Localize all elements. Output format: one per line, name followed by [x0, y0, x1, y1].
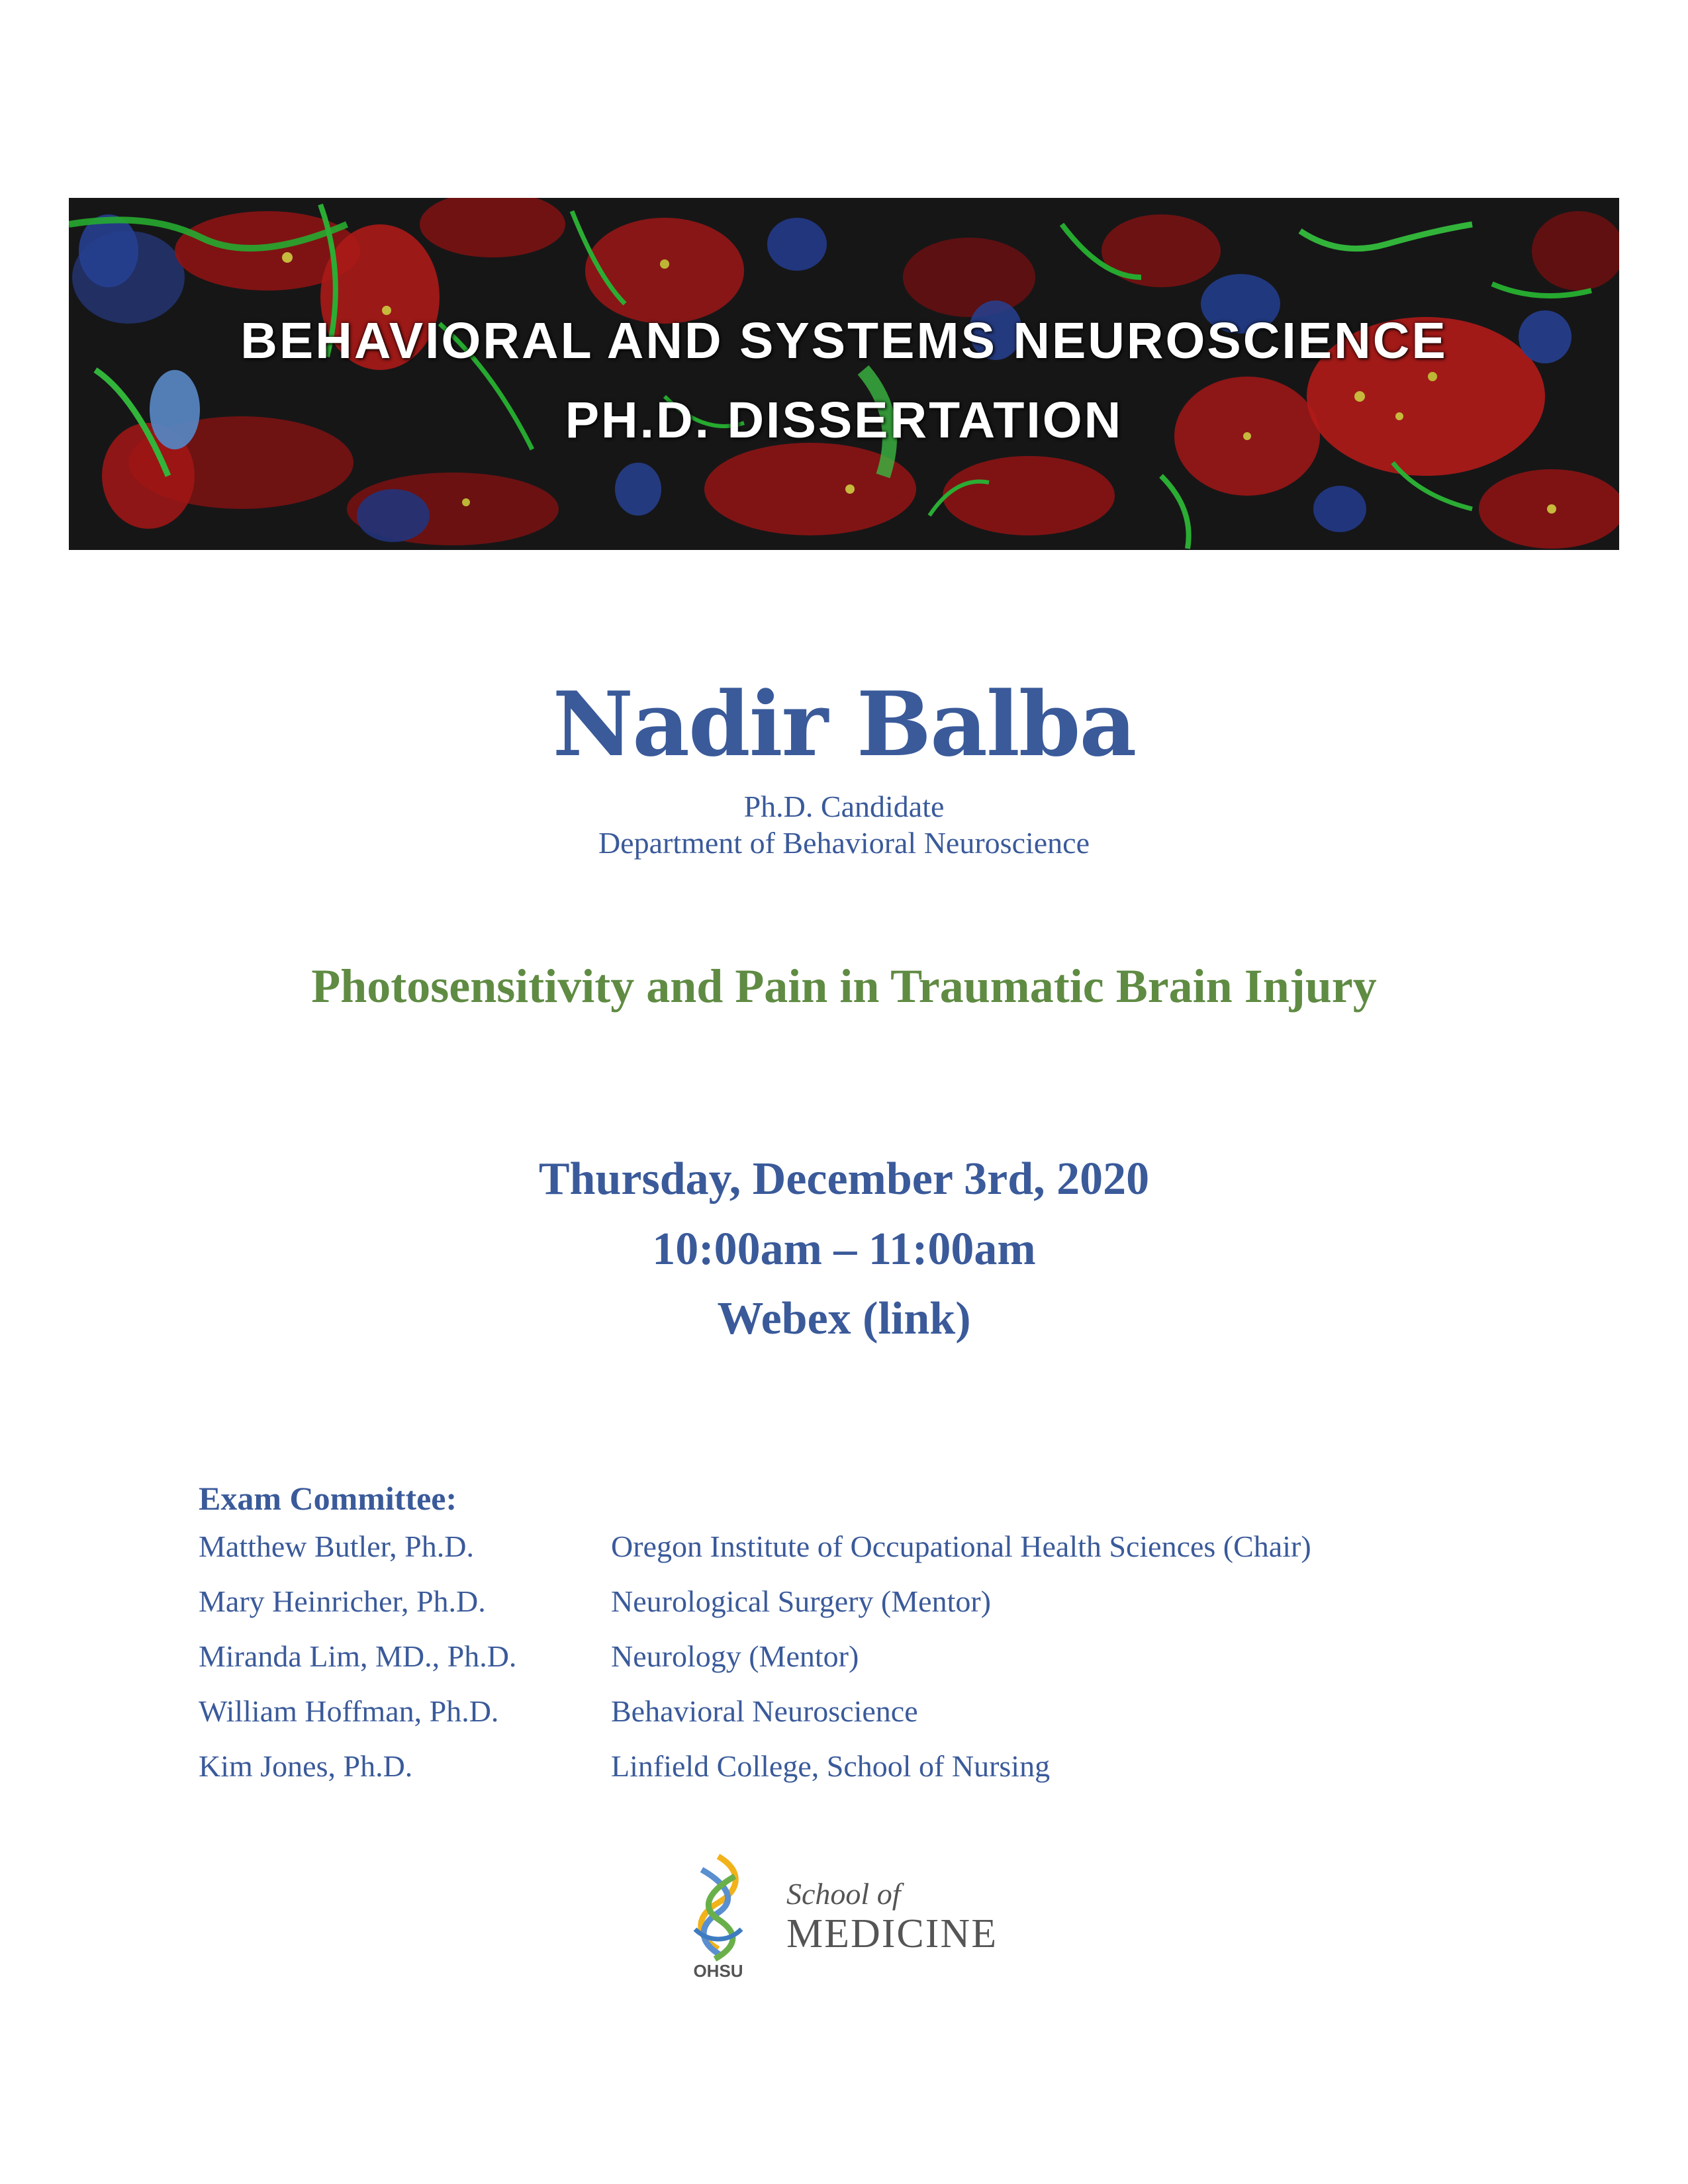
committee-member-row [199, 1584, 1523, 1630]
committee-member-name: Matthew Butler, Ph.D. [199, 1529, 474, 1563]
committee-member-name: Mary Heinricher, Ph.D. [199, 1584, 486, 1618]
committee-member-affiliation: Oregon Institute of Occupational Health Sciences (Chair) [611, 1529, 1311, 1563]
banner-event-type: PH.D. DISSERTATION [565, 392, 1123, 449]
committee-member-name: Miranda Lim, MD., Ph.D. [199, 1639, 517, 1673]
committee-member-affiliation: Behavioral Neuroscience [611, 1694, 918, 1728]
event-location-link[interactable]: Webex (link) [717, 1293, 971, 1344]
committee-member-row [199, 1639, 1523, 1685]
committee-member-row [199, 1749, 1523, 1795]
banner-program-title: BEHAVIORAL AND SYSTEMS NEUROSCIENCE [240, 312, 1448, 369]
committee-member-affiliation: Linfield College, School of Nursing [611, 1749, 1051, 1783]
candidate-name: Nadir Balba [552, 672, 1136, 776]
header-banner [69, 198, 1619, 550]
committee-member-name: William Hoffman, Ph.D. [199, 1694, 499, 1728]
committee-heading: Exam Committee: [199, 1480, 457, 1517]
committee-member-affiliation: Neurology (Mentor) [611, 1639, 859, 1673]
committee-member-row [199, 1694, 1523, 1740]
candidate-role: Ph.D. Candidate [743, 790, 945, 823]
ohsu-school-of-medicine-logo [675, 1850, 1019, 1989]
dissertation-title: Photosensitivity and Pain in Traumatic Brain Injury [311, 960, 1377, 1013]
committee-member-row [199, 1529, 1523, 1575]
candidate-department: Department of Behavioral Neuroscience [598, 826, 1090, 860]
logo-school-of: School of [786, 1877, 901, 1911]
committee-member-name: Kim Jones, Ph.D. [199, 1749, 413, 1783]
neuron-microscopy-image [69, 198, 1619, 550]
event-date: Thursday, December 3rd, 2020 [538, 1154, 1150, 1205]
logo-abbreviation: OHSU [693, 1961, 743, 1981]
logo-medicine: MEDICINE [786, 1911, 998, 1956]
event-time: 10:00am – 11:00am [652, 1224, 1036, 1275]
committee-member-affiliation: Neurological Surgery (Mentor) [611, 1584, 991, 1618]
